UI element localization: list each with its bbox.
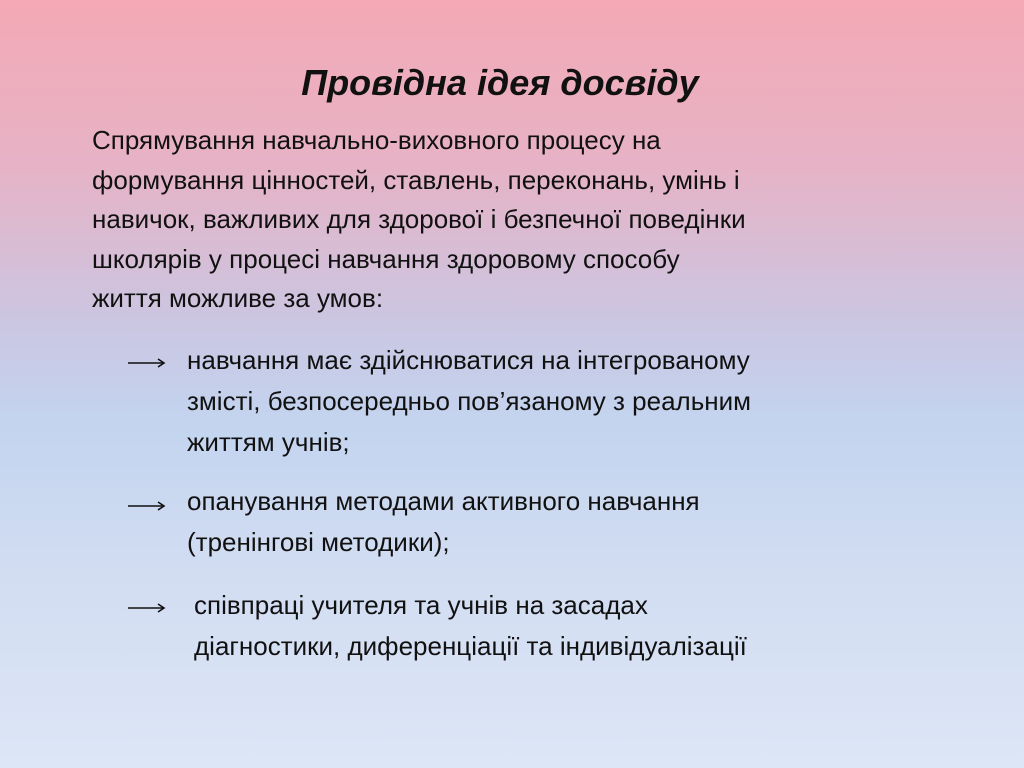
right-arrow-icon xyxy=(128,603,166,613)
bullet-line: (тренінгові методики); xyxy=(187,527,450,557)
bullet-line: життям учнів; xyxy=(187,427,350,457)
bullet-line: змісті, безпосередньо пов’язаному з реальним xyxy=(187,386,752,416)
bullet-line: опанування методами активного навчання xyxy=(187,486,700,516)
intro-line: життя можливе за умов: xyxy=(92,283,384,313)
right-arrow-icon xyxy=(128,501,166,511)
bullet-text xyxy=(194,585,914,667)
slide-title: Провідна ідея досвіду xyxy=(301,62,699,103)
bullet-line: співпраці учителя та учнів на засадах xyxy=(194,590,648,620)
bullet-text xyxy=(187,481,907,563)
bullet-line: навчання має здійснюватися на інтегрованому xyxy=(187,345,750,375)
intro-line: Спрямування навчально-виховного процесу на xyxy=(92,125,661,155)
intro-line: школярів у процесі навчання здоровому способу xyxy=(92,243,680,274)
bullet-text xyxy=(187,340,907,463)
intro-paragraph xyxy=(92,121,892,319)
intro-line: навичок, важливих для здорової і безпечної поведінки xyxy=(92,204,746,234)
bullet-line: діагностики, диференціації та індивідуалізації xyxy=(194,631,747,661)
right-arrow-icon xyxy=(128,358,166,368)
intro-line: формування цінностей, ставлень, переконань, умінь і xyxy=(92,164,740,195)
